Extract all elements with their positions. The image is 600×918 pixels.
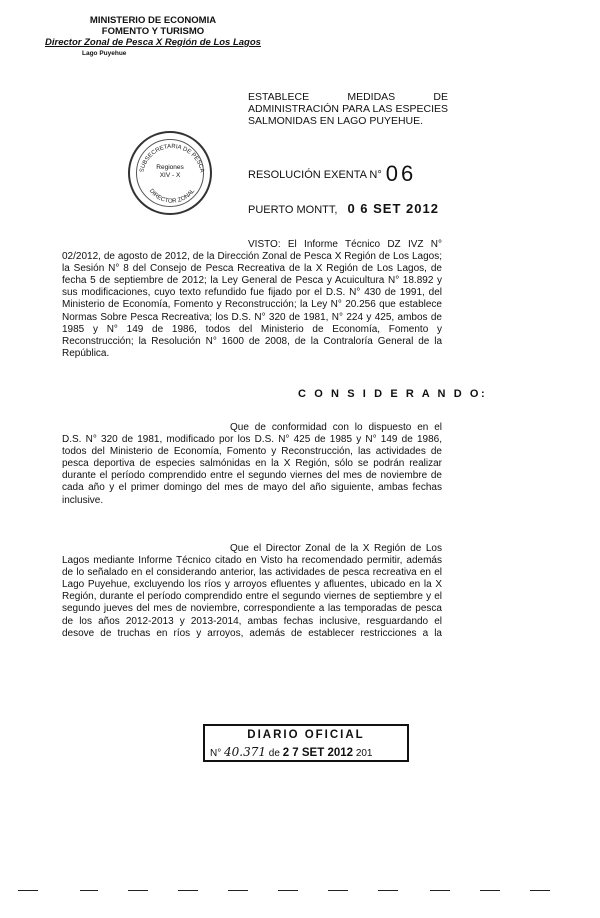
diario-year-suffix: 201: [355, 748, 373, 759]
resolution-number: [248, 161, 416, 187]
subject-place: Lago Puyehue: [82, 50, 127, 57]
diario-no-label: N°: [210, 748, 222, 759]
diario-oficial-stamp: [203, 724, 409, 762]
considerando-paragraph-2: Que el Director Zonal de la X Región de Los Lagos mediante Informe Técnico citado en Visto ha recomendado permitir, además de lo señalado en el considerando anterior, las actividades de pesca recreativa en el Lago Puyehue, excluyendo los ríos y arroyos efluentes y afluentes, ubicado en la X Región, durante el período comprendido entre el segundo viernes de septiembre y el segundo jueves del mes de noviembre, correspondiente a las temporadas de pesca de los años 2012-2013 y 2013-2014, ambas fechas inclusive, resguardando el desove de truchas en ríos y arroyos, además de establecer restricciones a la: [62, 543, 442, 639]
svg-text:DIRECTOR ZONAL: [148, 188, 197, 205]
place-label: PUERTO MONTT,: [248, 204, 338, 216]
footer-mark: [80, 890, 98, 891]
considerando-heading: C O N S I D E R A N D O:: [298, 388, 488, 400]
footer-mark: [18, 890, 38, 891]
diario-date: 2 7 SET 2012: [282, 747, 354, 759]
seal-center-line-1: Regiones: [156, 164, 184, 171]
diario-de-label: de: [268, 748, 280, 759]
footer-mark: [480, 890, 500, 891]
footer-mark: [178, 890, 198, 891]
direction-line: Director Zonal de Pesca X Región de Los Lagos: [45, 37, 261, 48]
seal-center-line-2: XIV - X: [159, 172, 181, 179]
official-seal-stamp: [128, 131, 212, 215]
footer-mark: [228, 890, 248, 891]
diario-no-value: 40.371: [224, 745, 267, 759]
ministry-line-2: FOMENTO Y TURISMO: [101, 26, 205, 37]
resolution-subject: ESTABLECE MEDIDAS DE ADMINISTRACIÓN PARA LAS ESPECIES SALMONIDAS EN LAGO PUYEHUE.: [248, 91, 448, 127]
footer-mark: [278, 890, 298, 891]
footer-scan-marks: [0, 884, 600, 896]
seal-bottom-text: DIRECTOR ZONAL: [147, 188, 197, 205]
seal-center: [130, 164, 210, 180]
letterhead: [18, 15, 288, 59]
visto-paragraph: VISTO: El Informe Técnico DZ IVZ N° 02/2012, de agosto de 2012, de la Dirección Zonal de Pesca X Región de Los Lagos; la Sesión N° 8 del Consejo de Pesca Recreativa de la X Región de Los Lagos, de fecha 5 de septiembre de 2012; la Ley General de Pesca y Acuicultura N° 18.892 y sus modificaciones, cuyo texto refundido fue fijado por el D.S. N° 430 de 1991, del Ministerio de Economía, Fomento y Reconstrucción; la Ley N° 20.256 que establece Normas Sobre Pesca Recreativa; los D.S. N° 320 de 1981, N° 224 y 425, ambos de 1985 y N° 149 de 1986, todos del Ministerio de Economía, Fomento y Reconstrucción; la Resolución N° 1600 de 2008, de la Contraloría General de la República.: [62, 239, 442, 359]
diario-entry-row: [210, 745, 373, 759]
footer-mark: [530, 890, 550, 891]
footer-mark: [128, 890, 148, 891]
resolution-number-handwritten: 06: [385, 161, 417, 186]
ministry-line-1: MINISTERIO DE ECONOMIA: [89, 15, 217, 26]
footer-mark: [328, 890, 348, 891]
seal-top-text: SUBSECRETARIA DE PESCA: [139, 143, 205, 174]
resolution-label: RESOLUCIÓN EXENTA N°: [248, 169, 382, 181]
footer-mark: [378, 890, 398, 891]
diario-title: DIARIO OFICIAL: [247, 729, 365, 741]
considerando-paragraph-1: Que de conformidad con lo dispuesto en el D.S. N° 320 de 1981, modificado por los D.S. N° 425 de 1985 y N° 149 de 1986, todos del Ministerio de Economía, Fomento y Reconstrucción, las actividades de pesca deportiva de especies salmónidas en la X Región, sólo se podrán realizar durante el período comprendido entre el segundo viernes del mes de noviembre de cada año y el primer domingo del mes de mayo del año siguiente, ambas fechas inclusive.: [62, 422, 442, 506]
place-date: [248, 201, 439, 216]
date-stamp: 0 6 SET 2012: [347, 201, 439, 216]
footer-mark: [430, 890, 450, 891]
